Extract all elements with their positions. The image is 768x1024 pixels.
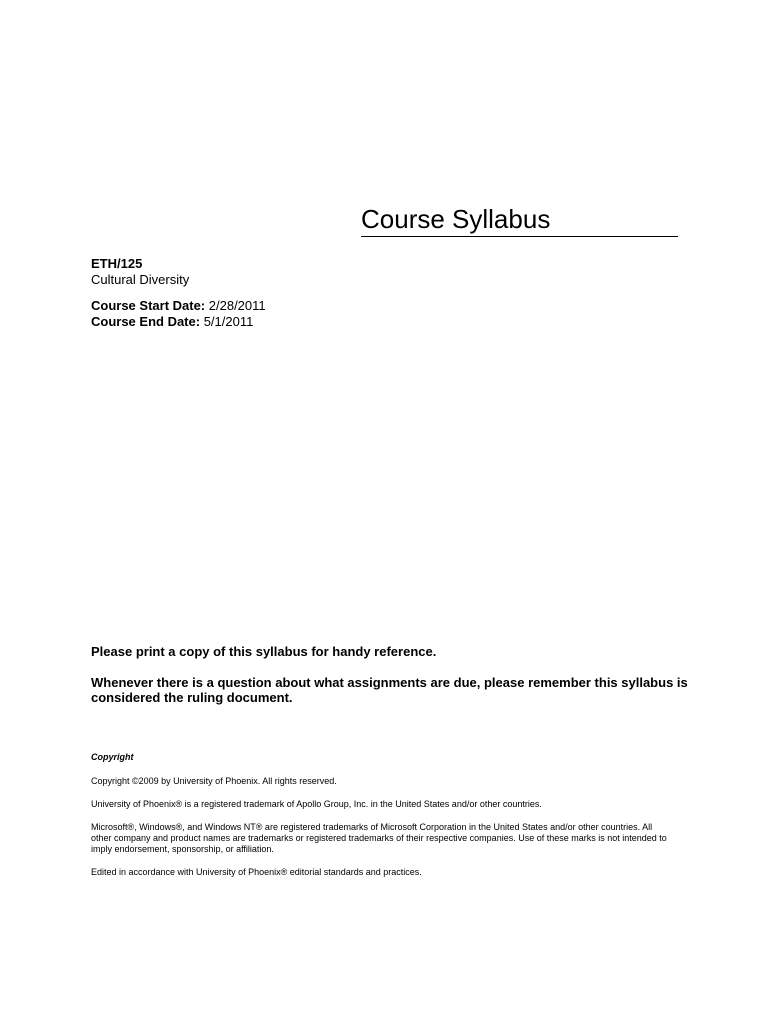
title-block <box>361 203 678 237</box>
copyright-section <box>91 752 671 890</box>
course-name: Cultural Diversity <box>91 272 190 287</box>
copyright-heading: Copyright <box>91 752 134 762</box>
course-code: ETH/125 <box>91 256 143 271</box>
editorial-note: Edited in accordance with University of Phoenix® editorial standards and practices. <box>91 867 422 877</box>
course-info <box>91 256 189 288</box>
start-date-label: Course Start Date: <box>91 298 206 313</box>
notice-section <box>91 644 691 705</box>
end-date-label: Course End Date: <box>91 314 201 329</box>
phoenix-trademark: University of Phoenix® is a registered trademark of Apollo Group, Inc. in the United States and/or other countries. <box>91 799 542 809</box>
end-date-row <box>91 314 266 330</box>
microsoft-trademark: Microsoft®, Windows®, and Windows NT® are registered trademarks of Microsoft Corporation in the United States and/or other countries. All other company and product names are trademarks or registered trademarks of their respective companies. Use of these marks is not intended to imply endorsement, sponsorship, or affiliation. <box>91 822 667 854</box>
print-notice: Please print a copy of this syllabus for handy reference. <box>91 644 437 659</box>
page-title: Course Syllabus <box>361 204 551 234</box>
course-dates <box>91 298 266 330</box>
start-date-value: 2/28/2011 <box>208 298 266 313</box>
end-date-value: 5/1/2011 <box>203 314 254 329</box>
copyright-statement: Copyright ©2009 by University of Phoenix. All rights reserved. <box>91 776 337 786</box>
start-date-row <box>91 298 266 314</box>
ruling-document-notice: Whenever there is a question about what assignments are due, please remember this syllabus is considered the ruling document. <box>91 675 688 705</box>
